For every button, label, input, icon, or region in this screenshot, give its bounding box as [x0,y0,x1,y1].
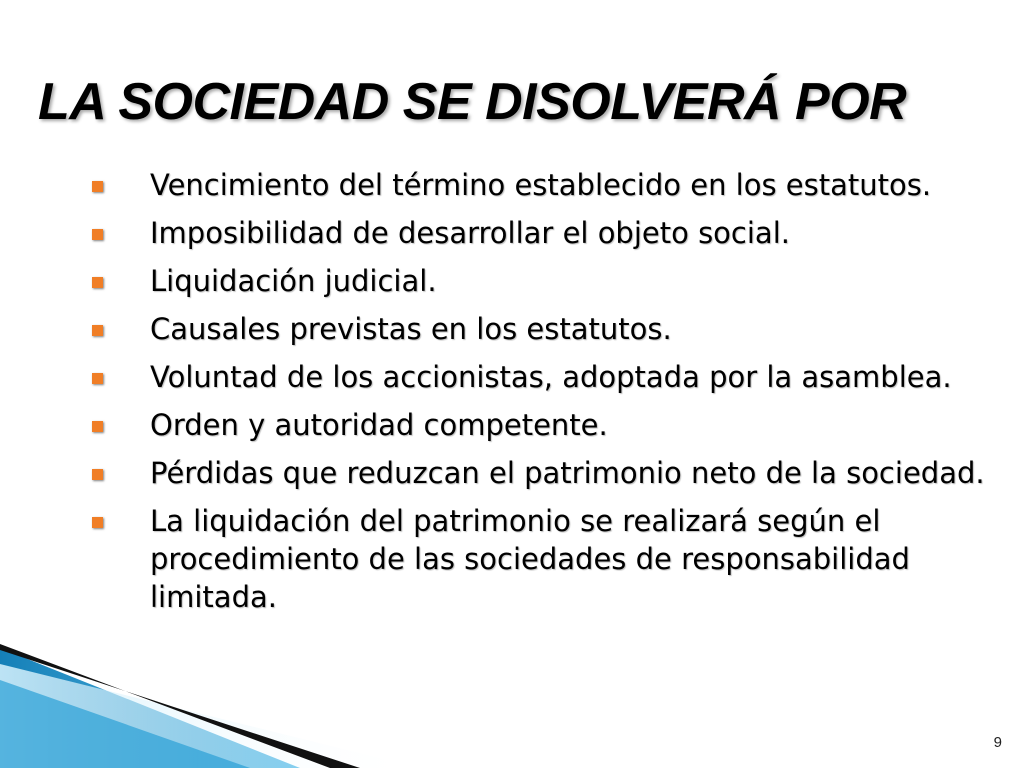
bullet-text: Imposibilidad de desarrollar el objeto social. [150,216,790,250]
bullet-text: La liquidación del patrimonio se realizará según el procedimiento de las sociedades de responsabilidad limitada. [150,504,910,614]
square-bullet-icon [92,469,103,480]
square-bullet-icon [92,277,103,288]
decor-light-wedge [0,664,420,768]
bullet-item [90,454,990,492]
bullet-item [90,406,990,444]
bullet-text: Vencimiento del término establecido en los estatutos. [150,168,932,202]
square-bullet-icon [92,325,103,336]
square-bullet-icon [92,517,103,528]
bullet-text: Causales previstas en los estatutos. [150,312,672,346]
bullet-text: Pérdidas que reduzcan el patrimonio neto de la sociedad. [150,456,985,490]
bullet-item [90,502,990,616]
square-bullet-icon [92,229,103,240]
bullet-text: Liquidación judicial. [150,264,437,298]
decor-mid-wedge [0,680,250,768]
decor-dark-stripe [0,644,360,768]
bullet-text: Voluntad de los accionistas, adoptada por la asamblea. [150,360,952,394]
bullet-item [90,214,990,252]
square-bullet-icon [92,181,103,192]
bullet-text: Orden y autoridad competente. [150,408,608,442]
page-number: 9 [993,734,1002,751]
decor-blue-wedge [0,648,300,768]
bullet-item [90,166,990,204]
square-bullet-icon [92,373,103,384]
bullet-list [90,166,990,626]
square-bullet-icon [92,421,103,432]
bullet-item [90,262,990,300]
slide-title: LA SOCIEDAD SE DISOLVERÁ POR [38,73,907,131]
bullet-item [90,358,990,396]
bullet-item [90,310,990,348]
